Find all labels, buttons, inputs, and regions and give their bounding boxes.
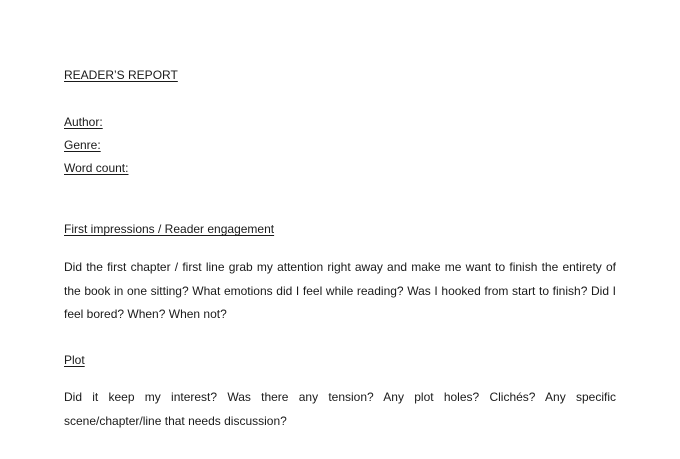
report-title: READER’S REPORT <box>64 68 178 82</box>
word-count-label: Word count: <box>64 161 129 175</box>
genre-label: Genre: <box>64 138 101 152</box>
section-heading-first-impressions: First impressions / Reader engagement <box>64 222 275 236</box>
section-body-first-impressions: Did the first chapter / first line grab my attention right away and make me want to finish the entirety of the book in one sitting? What emotions did I feel while reading? Was I hooked from start to finish? Did I feel bored? When? When not? <box>64 260 616 321</box>
author-label: Author: <box>64 115 103 129</box>
section-heading-plot: Plot <box>64 353 85 367</box>
section-body-plot: Did it keep my interest? Was there any tension? Any plot holes? Clichés? Any specific scene/chapter/line that needs discussion? <box>64 390 616 428</box>
